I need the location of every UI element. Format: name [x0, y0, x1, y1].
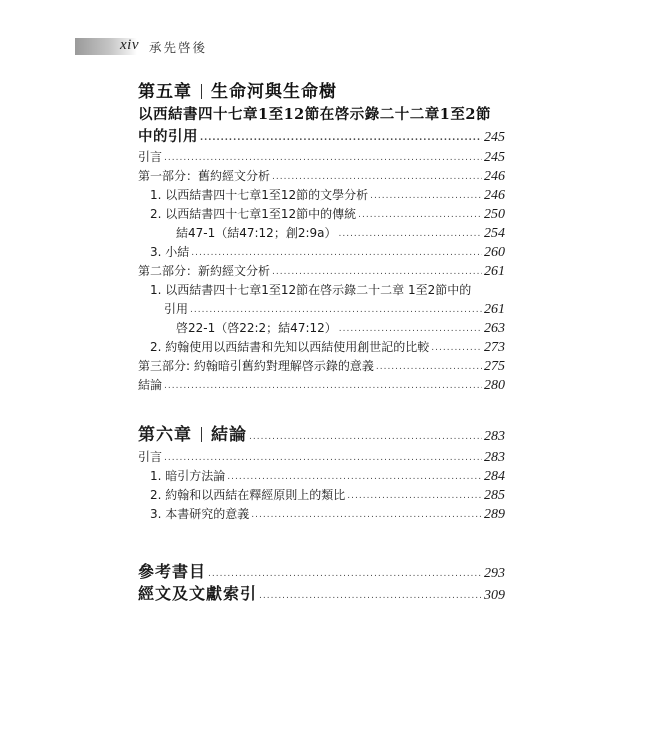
toc-page-number: 261 [484, 302, 505, 317]
table-of-contents [138, 80, 505, 605]
chapter-6-title: 結論 [211, 425, 247, 445]
toc-label: 2. 約翰和以西結在釋經原則上的類比 [150, 488, 346, 502]
toc-page-number: 289 [484, 507, 505, 522]
toc-page-number: 245 [484, 150, 505, 165]
separator-bar [201, 427, 202, 442]
toc-label: 結47-1（結47:12；創2:9a） [176, 226, 337, 240]
toc-entry[interactable] [138, 205, 505, 224]
toc-page-number: 246 [484, 188, 505, 203]
dot-leader [227, 468, 482, 487]
dot-leader [347, 487, 482, 506]
chapter-6-heading[interactable] [138, 422, 505, 448]
toc-page-number: 280 [484, 378, 505, 393]
spacer [138, 524, 505, 561]
toc-label: 結論 [138, 378, 163, 392]
toc-entry[interactable] [138, 357, 505, 376]
toc-page-number: 245 [484, 130, 505, 145]
toc-label: 引用 [164, 302, 189, 316]
toc-entry[interactable] [138, 448, 505, 467]
toc-label: 第一部分：舊約經文分析 [138, 169, 271, 183]
dot-leader [272, 263, 482, 282]
toc-page-number: 260 [484, 245, 505, 260]
toc-entry[interactable] [138, 505, 505, 524]
toc-entry-wrapped-line2[interactable] [138, 300, 505, 319]
dot-leader [164, 449, 482, 468]
toc-label: 引言 [138, 450, 163, 464]
chapter-5-heading[interactable] [138, 80, 505, 104]
toc-page-number: 273 [484, 340, 505, 355]
toc-page-number: 261 [484, 264, 505, 279]
chapter-6-number: 第六章 [138, 425, 192, 445]
spacer [138, 395, 505, 422]
dot-leader [164, 377, 482, 396]
dot-leader [431, 339, 482, 358]
toc-label: 經文及文獻索引 [138, 584, 258, 603]
toc-label: 啓22-1（啓22:2；結47:12） [176, 321, 337, 335]
dot-leader [190, 301, 482, 320]
dot-leader [200, 127, 482, 149]
toc-page-number: 285 [484, 488, 505, 503]
toc-page-number: 246 [484, 169, 505, 184]
toc-page-number: 284 [484, 469, 505, 484]
toc-label: 第三部分: 約翰暗引舊約對理解啓示錄的意義 [138, 359, 374, 373]
toc-page-number: 293 [484, 566, 505, 581]
toc-page-number: 275 [484, 359, 505, 374]
page-number-folio: xiv [120, 37, 139, 53]
toc-label: 3. 本書研究的意義 [150, 507, 250, 521]
toc-backmatter-bibliography[interactable] [138, 561, 505, 583]
toc-label: 1. 以西結書四十七章1至12節在啓示錄二十二章 1至2節中的 [150, 283, 472, 297]
dot-leader [259, 585, 482, 607]
dot-leader [376, 358, 482, 377]
toc-entry[interactable] [138, 224, 505, 243]
toc-entry[interactable] [138, 148, 505, 167]
dot-leader [358, 206, 482, 225]
dot-leader [370, 187, 482, 206]
toc-page-number: 254 [484, 226, 505, 241]
toc-page-number: 283 [484, 450, 505, 465]
toc-page-number: 250 [484, 207, 505, 222]
running-head [75, 38, 207, 55]
toc-entry[interactable] [138, 467, 505, 486]
toc-label: 3. 小結 [150, 245, 190, 259]
toc-label: 1. 以西結書四十七章1至12節的文學分析 [150, 188, 369, 202]
dot-leader [249, 424, 482, 450]
toc-label: 2. 以西結書四十七章1至12節中的傳統 [150, 207, 357, 221]
toc-page-number: 263 [484, 321, 505, 336]
toc-entry[interactable] [138, 319, 505, 338]
toc-entry[interactable] [138, 243, 505, 262]
toc-backmatter-index[interactable] [138, 583, 505, 605]
dot-leader [272, 168, 482, 187]
chapter-5-number: 第五章 [138, 82, 192, 102]
toc-label: 1. 暗引方法論 [150, 469, 226, 483]
toc-entry[interactable] [138, 167, 505, 186]
dot-leader [338, 225, 482, 244]
separator-bar [201, 84, 202, 99]
dot-leader [164, 149, 482, 168]
toc-entry[interactable] [138, 486, 505, 505]
dot-leader [191, 244, 482, 263]
toc-entry[interactable] [138, 338, 505, 357]
toc-page-number: 283 [484, 429, 505, 444]
toc-label: 2. 約翰使用以西結書和先知以西結使用創世記的比較 [150, 340, 430, 354]
chapter-5-subtitle-line2[interactable] [138, 126, 505, 148]
toc-entry[interactable] [138, 376, 505, 395]
chapter-6-label [138, 422, 247, 448]
toc-label: 參考書目 [138, 562, 207, 581]
chapter-5-subtitle-line1: 以西結書四十七章1至12節在啓示錄二十二章1至2節 [138, 106, 491, 123]
dot-leader [251, 506, 482, 525]
toc-entry-wrapped-line1[interactable] [138, 281, 505, 300]
chapter-5-title: 生命河與生命樹 [211, 82, 337, 102]
running-book-title: 承先啓後 [149, 39, 208, 55]
toc-page-number: 309 [484, 588, 505, 603]
toc-label: 中的引用 [138, 128, 198, 145]
dot-leader [339, 320, 482, 339]
toc-entry[interactable] [138, 262, 505, 281]
toc-entry[interactable] [138, 186, 505, 205]
folio-gradient-bar [75, 38, 137, 55]
toc-label: 引言 [138, 150, 163, 164]
dot-leader [208, 563, 482, 585]
toc-label: 第二部分：新約經文分析 [138, 264, 271, 278]
